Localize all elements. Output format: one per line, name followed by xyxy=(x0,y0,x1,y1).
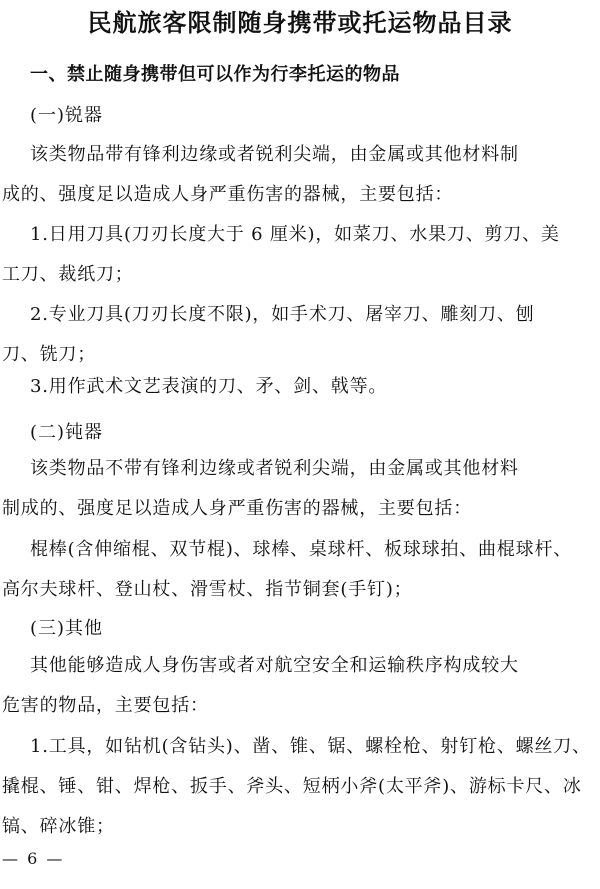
paragraph-line: 高尔夫球杆、登山杖、滑雪杖、指节铜套(手钉)； xyxy=(2,579,413,600)
paragraph-line: 危害的物品，主要包括： xyxy=(2,695,209,716)
paragraph-blunt-items xyxy=(0,530,600,610)
paragraph-blunt-intro xyxy=(0,449,600,529)
paragraph-line: 棍棒(含伸缩棍、双节棍)、球棒、桌球杆、板球球拍、曲棍球杆、 xyxy=(30,539,573,560)
section-heading-1: 一、禁止随身携带但可以作为行李托运的物品 xyxy=(30,64,400,85)
paragraph-sharp-item-1 xyxy=(0,215,600,295)
paragraph-line: 镐、碎冰锥； xyxy=(2,816,115,837)
document-title: 民航旅客限制随身携带或托运物品目录 xyxy=(87,9,513,37)
paragraph-other-intro xyxy=(0,646,600,726)
paragraph-line: 撬棍、锤、钳、焊枪、扳手、斧头、短柄小斧(太平斧)、游标卡尺、冰 xyxy=(2,776,582,797)
paragraph-line: 该类物品不带有锋利边缘或者锐利尖端，由金属或其他材料 xyxy=(30,458,519,479)
subsection-heading-blunt: (二)钝器 xyxy=(30,422,104,443)
paragraph-sharp-intro xyxy=(0,135,600,215)
paragraph-sharp-item-2 xyxy=(0,295,600,375)
paragraph-line: 2.专业刀具(刀刃长度不限)，如手术刀、屠宰刀、雕刻刀、刨 xyxy=(30,304,535,325)
paragraph-line: 1.工具，如钻机(含钻头)、凿、锥、锯、螺栓枪、射钉枪、螺丝刀、 xyxy=(30,736,591,757)
subsection-heading-sharp: (一)锐器 xyxy=(30,105,104,126)
paragraph-line: 3.用作武术文艺表演的刀、矛、剑、戟等。 xyxy=(30,376,388,397)
paragraph-line: 该类物品带有锋利边缘或者锐利尖端，由金属或其他材料制 xyxy=(30,144,519,165)
paragraph-line: 其他能够造成人身伤害或者对航空安全和运输秩序构成较大 xyxy=(30,655,519,676)
paragraph-line: 成的、强度足以造成人身严重伤害的器械，主要包括： xyxy=(2,184,454,205)
paragraph-line: 1.日用刀具(刀刃长度大于 6 厘米)，如菜刀、水果刀、剪刀、美 xyxy=(30,224,560,245)
subsection-heading-other: (三)其他 xyxy=(30,618,104,639)
paragraph-line: 制成的、强度足以造成人身严重伤害的器械，主要包括： xyxy=(2,498,472,519)
page-number: — 6 — xyxy=(2,849,65,868)
paragraph-line: 工刀、裁纸刀； xyxy=(2,264,134,285)
paragraph-sharp-item-3 xyxy=(0,367,600,407)
paragraph-line: 刀、铣刀； xyxy=(2,344,96,365)
paragraph-other-item-1 xyxy=(0,727,600,847)
